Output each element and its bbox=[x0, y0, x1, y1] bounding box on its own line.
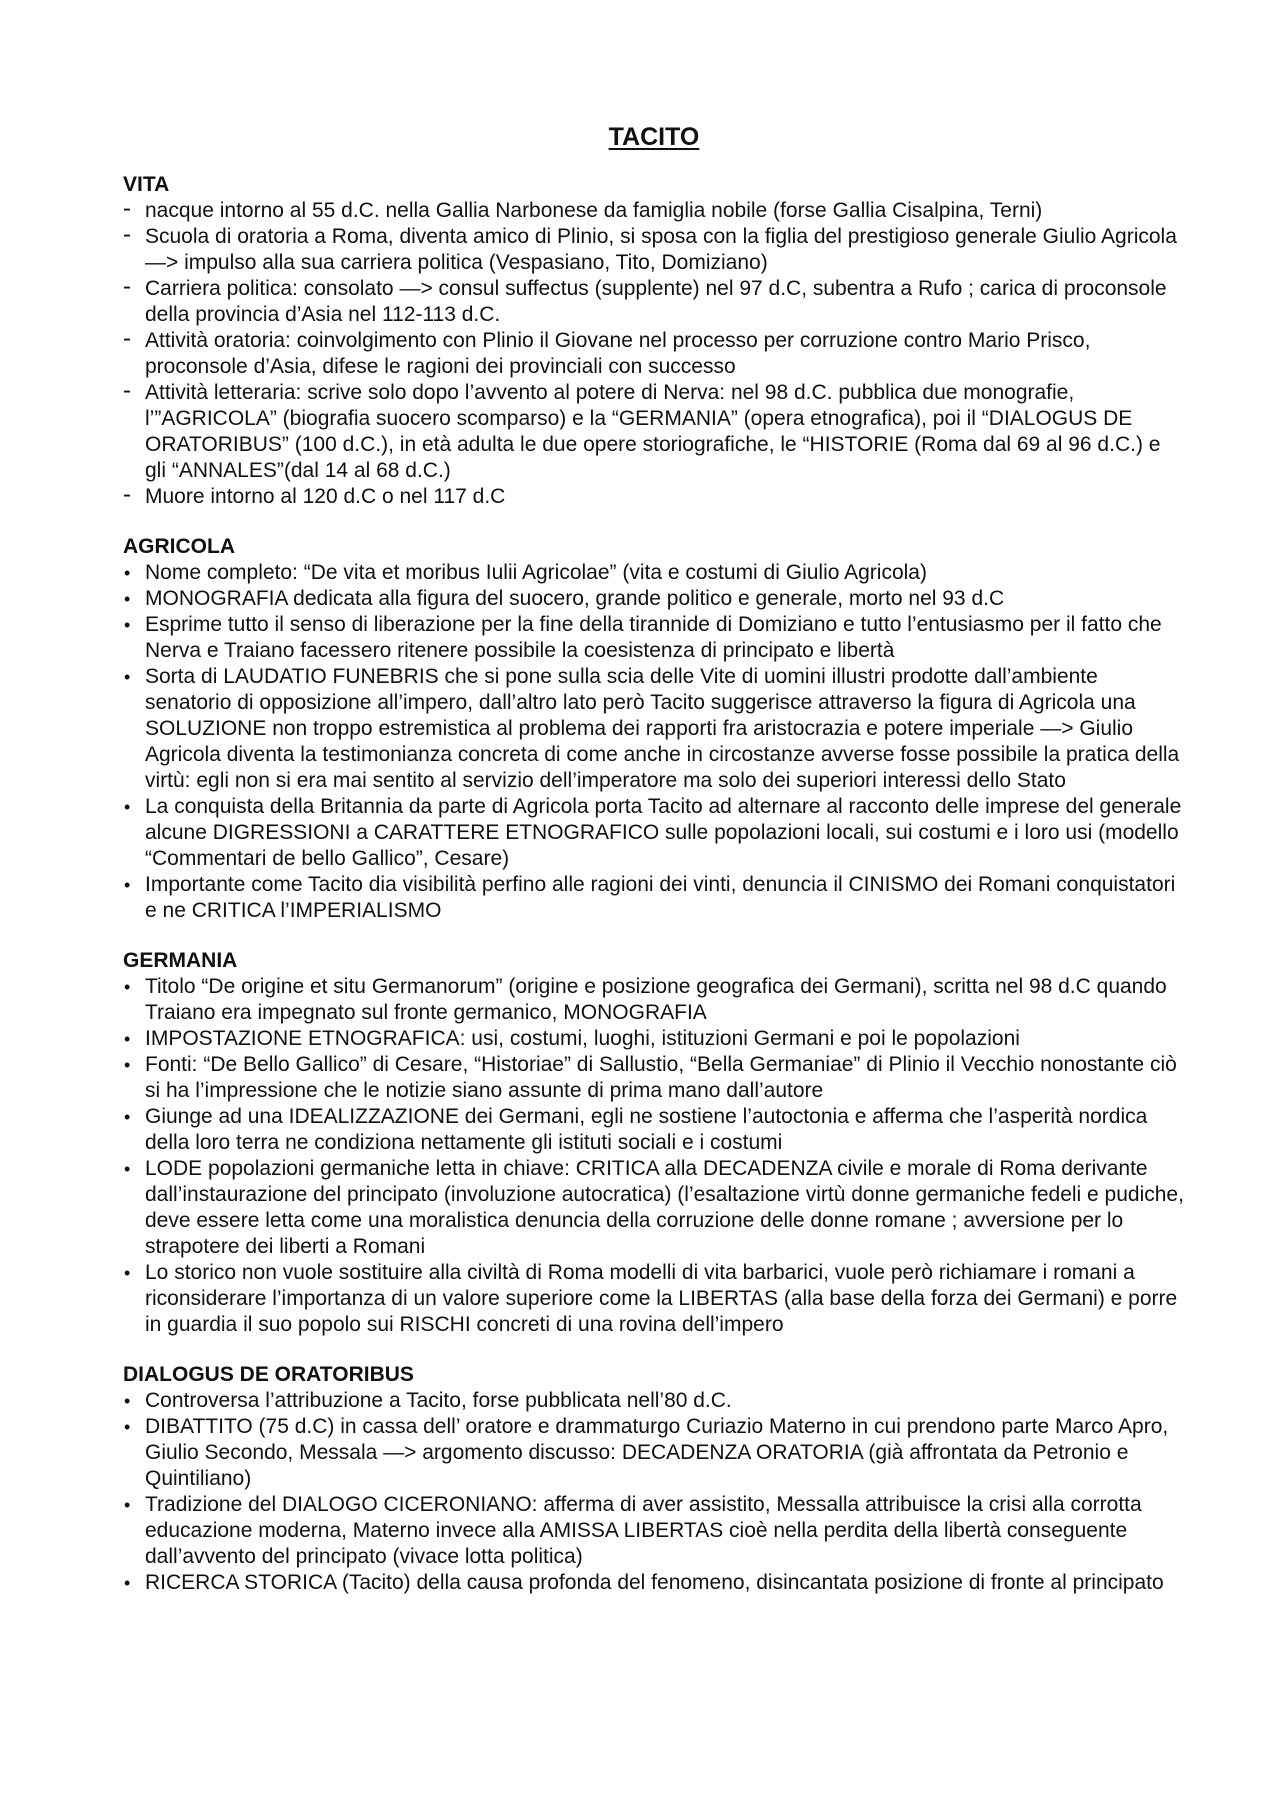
section-dialogus bbox=[123, 1362, 1185, 1596]
section-heading: GERMANIA bbox=[123, 949, 238, 972]
list-item: • Sorta di LAUDATIO FUNEBRIS che si pone sulla scia delle Vite di uomini illustri prodotte dall’ambiente senatorio di opposizione all’impero, dall’altro lato però Tacito suggerisce attraverso la figura di Agricola una SOLUZIONE non troppo estremistica al problema dei rapporti fra aristocrazia e potere imperiale —> Giulio Agricola diventa la testimonianza concreta di come anche in circostanze avverse fosse possibile la pratica della virtù: egli non si era mai sentito al servizio dell’imperatore ma solo dei superiori interessi dello Stato bbox=[123, 664, 1185, 794]
list-item: • DIBATTITO (75 d.C) in cassa dell’ oratore e drammaturgo Curiazio Materno in cui prendono parte Marco Apro, Giulio Secondo, Messala —> argomento discusso: DECADENZA ORATORIA (già affrontata da Petronio e Quintiliano) bbox=[123, 1414, 1185, 1492]
list-item: • RICERCA STORICA (Tacito) della causa profonda del fenomeno, disincantata posizione di fronte al principato bbox=[123, 1570, 1185, 1596]
document-page bbox=[123, 120, 1185, 1620]
list-item: • IMPOSTAZIONE ETNOGRAFICA: usi, costumi, luoghi, istituzioni Germani e poi le popolazioni bbox=[123, 1026, 1185, 1052]
section-heading: VITA bbox=[123, 173, 170, 196]
list-item: - Carriera politica: consolato —> consul suffectus (supplente) nel 97 d.C, subentra a Rufo ; carica di proconsole della provincia d’Asia nel 112-113 d.C. bbox=[123, 276, 1185, 328]
list-item: • Importante come Tacito dia visibilità perfino alle ragioni dei vinti, denuncia il CINISMO dei Romani conquistatori e ne CRITICA l’IMPERIALISMO bbox=[123, 872, 1185, 924]
list-item: • Giunge ad una IDEALIZZAZIONE dei Germani, egli ne sostiene l’autoctonia e afferma che l’asperità nordica della loro terra ne condiziona nettamente gli istituti sociali e i costumi bbox=[123, 1104, 1185, 1156]
list-item: • MONOGRAFIA dedicata alla figura del suocero, grande politico e generale, morto nel 93 d.C bbox=[123, 586, 1185, 612]
list-item: • Fonti: “De Bello Gallico” di Cesare, “Historiae” di Sallustio, “Bella Germaniae” di Plinio il Vecchio nonostante ciò si ha l’impressione che le notizie siano assunte di prima mano dall’autore bbox=[123, 1052, 1185, 1104]
list-item: • Esprime tutto il senso di liberazione per la fine della tirannide di Domiziano e tutto l’entusiasmo per il fatto che Nerva e Traiano facessero ritenere possibile la coesistenza di principato e libertà bbox=[123, 612, 1185, 664]
section-agricola bbox=[123, 534, 1185, 924]
list-item: • Controversa l’attribuzione a Tacito, forse pubblicata nell’80 d.C. bbox=[123, 1388, 1185, 1414]
section-list bbox=[123, 560, 1185, 924]
list-item: - Attività letteraria: scrive solo dopo l’avvento al potere di Nerva: nel 98 d.C. pubblica due monografie, l’”AGRICOLA” (biografia suocero scomparso) e la “GERMANIA” (opera etnografica), poi il “DIALOGUS DE ORATORIBUS” (100 d.C.), in età adulta le due opere storiografiche, le “HISTORIE (Roma dal 69 al 96 d.C.) e gli “ANNALES”(dal 14 al 68 d.C.) bbox=[123, 380, 1185, 484]
list-item: • Titolo “De origine et situ Germanorum” (origine e posizione geografica dei Germani), scritta nel 98 d.C quando Traiano era impegnato sul fronte germanico, MONOGRAFIA bbox=[123, 974, 1185, 1026]
list-item: - nacque intorno al 55 d.C. nella Gallia Narbonese da famiglia nobile (forse Gallia Cisalpina, Terni) bbox=[123, 198, 1185, 224]
page-title: TACITO bbox=[608, 123, 700, 151]
list-item: - Muore intorno al 120 d.C o nel 117 d.C bbox=[123, 484, 1185, 510]
list-item: • Nome completo: “De vita et moribus Iulii Agricolae” (vita e costumi di Giulio Agricola) bbox=[123, 560, 1185, 586]
list-item: • Tradizione del DIALOGO CICERONIANO: afferma di aver assistito, Messalla attribuisce la crisi alla corrotta educazione moderna, Materno invece alla AMISSA LIBERTAS cioè nella perdita della libertà conseguente dall’avvento del principato (vivace lotta politica) bbox=[123, 1492, 1185, 1570]
list-item: - Scuola di oratoria a Roma, diventa amico di Plinio, si sposa con la figlia del prestigioso generale Giulio Agricola —> impulso alla sua carriera politica (Vespasiano, Tito, Domiziano) bbox=[123, 224, 1185, 276]
section-heading: DIALOGUS DE ORATORIBUS bbox=[123, 1363, 414, 1386]
list-item: • Lo storico non vuole sostituire alla civiltà di Roma modelli di vita barbarici, vuole però richiamare i romani a riconsiderare l’importanza di un valore superiore come la LIBERTAS (alla base della forza dei Germani) e porre in guardia il suo popolo sui RISCHI concreti di una rovina dell’impero bbox=[123, 1260, 1185, 1338]
section-list bbox=[123, 1388, 1185, 1596]
list-item: - Attività oratoria: coinvolgimento con Plinio il Giovane nel processo per corruzione contro Mario Prisco, proconsole d’Asia, difese le ragioni dei provinciali con successo bbox=[123, 328, 1185, 380]
section-list bbox=[123, 198, 1185, 510]
section-list bbox=[123, 974, 1185, 1338]
list-item: • LODE popolazioni germaniche letta in chiave: CRITICA alla DECADENZA civile e morale di Roma derivante dall’instaurazione del principato (involuzione autocratica) (l’esaltazione virtù donne germaniche fedeli e pudiche, deve essere letta come una moralistica denuncia della corruzione delle donne romane ; avversione per lo strapotere dei liberti a Romani bbox=[123, 1156, 1185, 1260]
section-vita bbox=[123, 172, 1185, 510]
section-germania bbox=[123, 948, 1185, 1338]
section-heading: AGRICOLA bbox=[123, 535, 235, 558]
list-item: • La conquista della Britannia da parte di Agricola porta Tacito ad alternare al racconto delle imprese del generale alcune DIGRESSIONI a CARATTERE ETNOGRAFICO sulle popolazioni locali, sui costumi e i loro usi (modello “Commentari de bello Gallico”, Cesare) bbox=[123, 794, 1185, 872]
